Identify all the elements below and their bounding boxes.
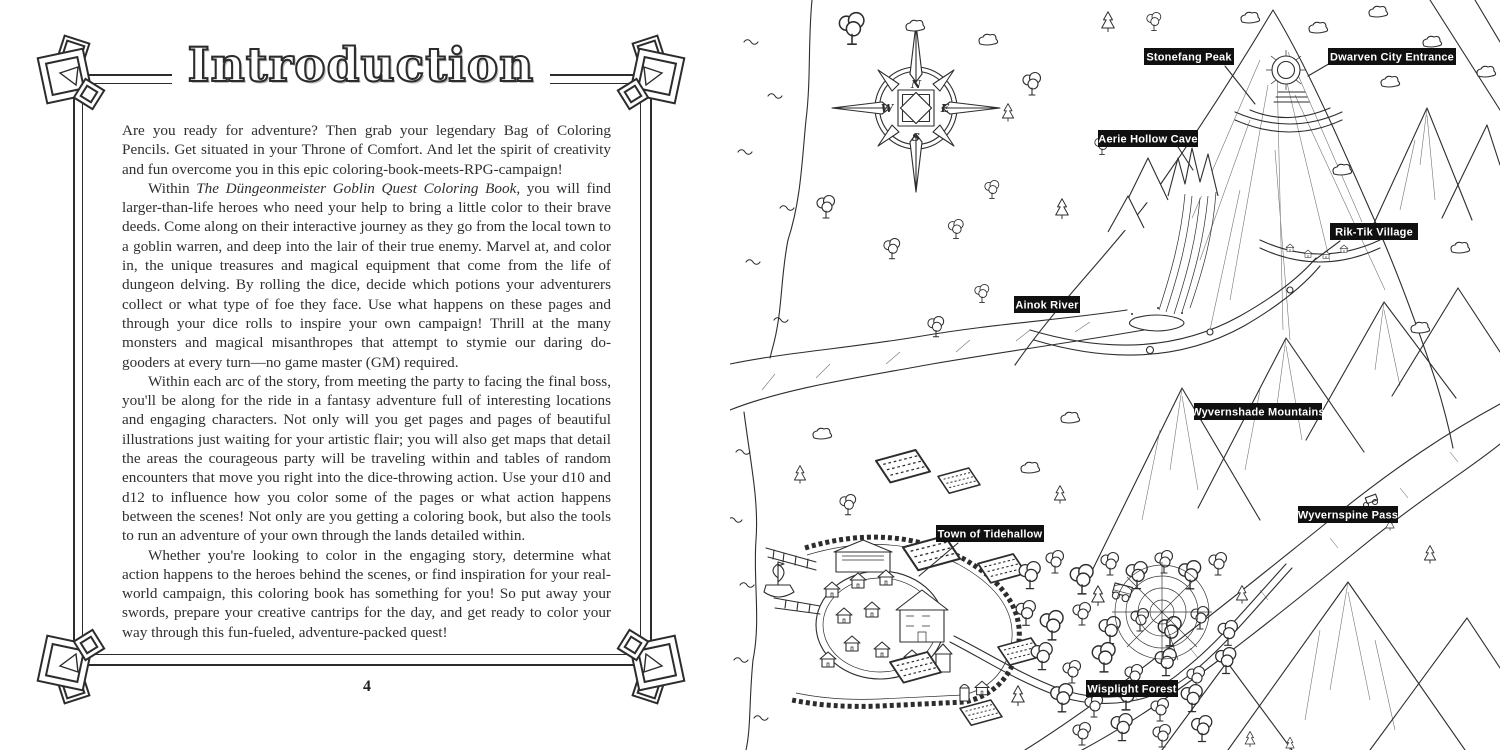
- dwarven-gate-icon: [1250, 50, 1330, 118]
- svg-text:E: E: [940, 102, 950, 115]
- scattered-trees: [794, 6, 1495, 514]
- svg-text:Aerie Hollow Cave: Aerie Hollow Cave: [1098, 133, 1198, 146]
- svg-text:S: S: [912, 131, 920, 144]
- svg-text:Stonefang Peak: Stonefang Peak: [1146, 51, 1232, 64]
- coastline: [744, 412, 757, 750]
- svg-text:Wisplight Forest: Wisplight Forest: [1087, 683, 1177, 696]
- southern-peaks: [1162, 517, 1500, 750]
- secondary-peaks: [1370, 0, 1500, 232]
- map-label-wisplight-forest: [1086, 680, 1178, 697]
- map-label-wyvernshade-mountains: [1191, 403, 1325, 420]
- book-title-italic: The Düngeonmeister Goblin Quest Coloring Book: [196, 179, 517, 197]
- intro-paragraph: Are you ready for adventure? Then grab your legendary Bag of Coloring Pencils. Get situated in your Throne of Comfort. And let the spirit of creativity and fun overcome you in this epic coloring-book-meets-RPG-campaign!: [122, 122, 611, 178]
- paragraph-text: , you will find larger-than-life heroes who need your help to bring a little color to their brave deeds. Come along on their interactive journey as they go from the local town to a goblin warren, and deep into the lair of their true enemy. Marvel at, and color in, the unique treasures and magical equipment that come from the life of dungeon delving. By rolling the dice, decide which potions your adventurers collect or what type of foe they face. Use what happens on these pages and through your dice rolls to inspire your own campaign! Thrill at the many monsters and magical misanthropes that attempt to stymie our daring do-gooders at every turn—no game master (GM) required.: [122, 179, 611, 371]
- sea-waves: [730, 40, 794, 721]
- compass-rose-icon: [832, 24, 1000, 192]
- waterfall: [1159, 192, 1216, 314]
- introduction-body: [122, 121, 611, 642]
- map-label-town-of-tidehallow: [936, 525, 1044, 542]
- page-title: Introduction: [172, 38, 551, 93]
- svg-text:Rik-Tik Village: Rik-Tik Village: [1335, 226, 1413, 239]
- page-number: 4: [363, 678, 371, 695]
- svg-text:Wyvernshade Mountains: Wyvernshade Mountains: [1191, 406, 1325, 419]
- svg-text:W: W: [880, 102, 894, 115]
- map-label-wyvernspine-pass: [1298, 506, 1398, 523]
- map-label-ainok-river: [1014, 296, 1080, 313]
- map-label-stonefang-peak: [1144, 48, 1234, 65]
- paragraph-text: Within: [148, 179, 197, 197]
- map-label-aerie-hollow-cave: [1098, 130, 1198, 147]
- wyvernshade-mountains: [1085, 288, 1500, 585]
- intro-paragraph: Within each arc of the story, from meeting the party to facing the final boss, you'll be along for the ride in a fantasy adventure full of interesting locations and engaging characters. Not only will you get pages and pages of beautiful illustrations just waiting for your artistic flair; you will also get maps that detail the areas the courageous party will be traveling within and tables of random encounters that move you right into the dice-throwing action. Use your d10 and d12 to influence how you color some of the pages or what action happens between the scenes! Not only are you getting a coloring book, but also the tools to run an adventure of your own through the lands detailed within.: [122, 372, 611, 545]
- svg-text:Dwarven City Entrance: Dwarven City Entrance: [1329, 51, 1455, 64]
- harbor-piers: [766, 548, 820, 614]
- intro-paragraph: [122, 179, 611, 372]
- spider-web-icon: [1112, 562, 1212, 662]
- ship-icon: [764, 562, 794, 597]
- wagon-icon: [1111, 583, 1132, 603]
- svg-text:Ainok River: Ainok River: [1015, 299, 1079, 312]
- fantasy-map: [730, 0, 1500, 750]
- map-label-rik-tik-village: [1330, 223, 1418, 240]
- coastline: [770, 0, 812, 358]
- map-label-dwarven-city-entrance: [1328, 48, 1456, 65]
- svg-text:N: N: [910, 78, 922, 91]
- svg-text:Town of Tidehallow: Town of Tidehallow: [937, 528, 1043, 541]
- farm-fields: [876, 450, 1043, 725]
- intro-paragraph: Whether you're looking to color in the engaging story, determine what action happens to the heroes behind the scenes, or find inspiration for your real-world campaign, this coloring book has something for you! So put away your swords, prepare your creative cantrips for the day, and get ready to color your way through this fun-fueled, adventure-packed quest!: [122, 546, 611, 641]
- wisplight-forest: [1012, 551, 1248, 748]
- svg-text:Wyvernspine Pass: Wyvernspine Pass: [1297, 509, 1399, 522]
- inn-building: [896, 590, 948, 642]
